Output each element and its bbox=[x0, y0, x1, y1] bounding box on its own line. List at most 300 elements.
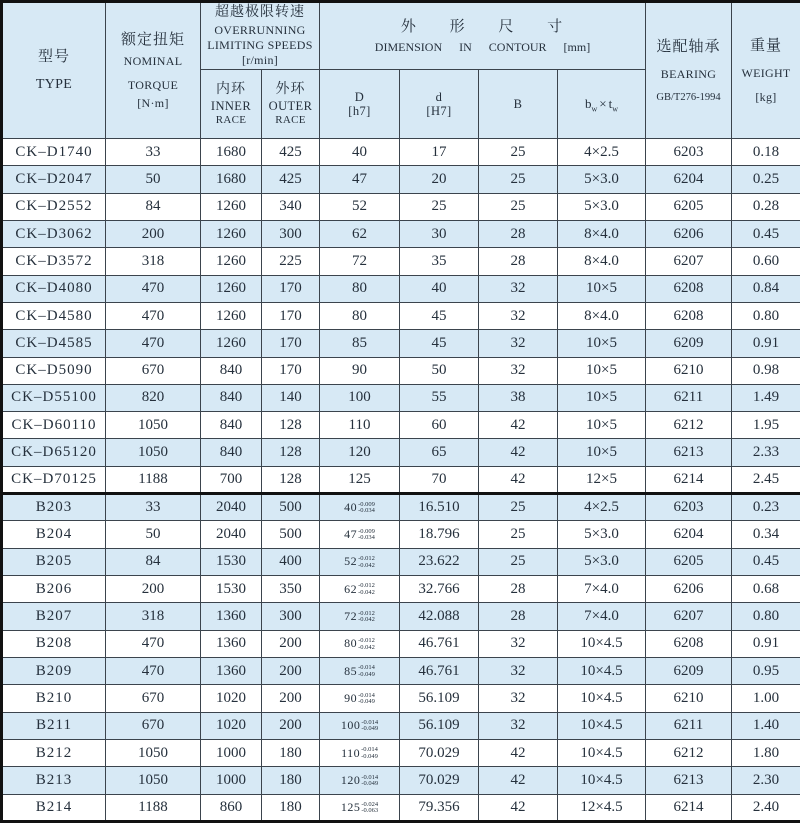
cell-b: 32 bbox=[479, 630, 558, 657]
cell-b: 32 bbox=[479, 357, 558, 384]
cell-bearing: 6214 bbox=[646, 466, 732, 493]
cell-weight: 2.33 bbox=[732, 439, 800, 466]
cell-type: B209 bbox=[2, 657, 106, 684]
cell-inner: 1000 bbox=[201, 767, 262, 794]
cell-bt: 4×2.5 bbox=[558, 494, 646, 521]
cell-bearing: 6208 bbox=[646, 275, 732, 302]
cell-bt: 5×3.0 bbox=[558, 521, 646, 548]
cell-d: 65 bbox=[400, 439, 479, 466]
cell-b: 28 bbox=[479, 248, 558, 275]
cell-bearing: 6207 bbox=[646, 603, 732, 630]
cell-weight: 0.23 bbox=[732, 494, 800, 521]
cell-b: 42 bbox=[479, 794, 558, 822]
cell-d: 40 bbox=[320, 139, 400, 166]
table-row bbox=[2, 166, 800, 193]
tolerance-stack: -0.009 -0.034 bbox=[358, 527, 375, 542]
cell-type: B205 bbox=[2, 548, 106, 575]
cell-d: 40 bbox=[400, 275, 479, 302]
cell-type: CK–D4580 bbox=[2, 302, 106, 329]
cell-weight: 0.80 bbox=[732, 603, 800, 630]
cell-type: CK–D3572 bbox=[2, 248, 106, 275]
cell-outer: 400 bbox=[262, 548, 320, 575]
cell-d: 42.088 bbox=[400, 603, 479, 630]
dimension-value: 40 bbox=[344, 500, 358, 515]
cell-type: CK–D4080 bbox=[2, 275, 106, 302]
cell-outer: 200 bbox=[262, 712, 320, 739]
dimension-value: 52 bbox=[344, 554, 358, 569]
header-type bbox=[2, 2, 106, 139]
header-col-B: B bbox=[479, 70, 558, 139]
cell-torque: 33 bbox=[106, 139, 201, 166]
cell-inner: 840 bbox=[201, 384, 262, 411]
dimension-value: 80 bbox=[344, 636, 358, 651]
cell-type: CK–D5090 bbox=[2, 357, 106, 384]
header-weight-en: WEIGHT bbox=[741, 65, 791, 80]
cell-inner: 1020 bbox=[201, 712, 262, 739]
cell-inner: 1680 bbox=[201, 139, 262, 166]
cell-bt: 10×5 bbox=[558, 439, 646, 466]
cell-bearing: 6207 bbox=[646, 248, 732, 275]
cell-outer: 128 bbox=[262, 412, 320, 439]
table-row bbox=[2, 494, 800, 521]
cell-bt: 10×5 bbox=[558, 330, 646, 357]
cell-bt: 10×5 bbox=[558, 275, 646, 302]
cell-torque: 1188 bbox=[106, 466, 201, 493]
cell-outer: 128 bbox=[262, 439, 320, 466]
cell-torque: 1050 bbox=[106, 767, 201, 794]
cell-d: 55 bbox=[400, 384, 479, 411]
header-col-bt: $b_w \times t_w$ bbox=[558, 70, 646, 139]
cell-inner: 840 bbox=[201, 357, 262, 384]
cell-d bbox=[320, 521, 400, 548]
cell-bearing: 6205 bbox=[646, 548, 732, 575]
table-row bbox=[2, 466, 800, 493]
table-row bbox=[2, 193, 800, 220]
cell-outer: 425 bbox=[262, 166, 320, 193]
table-row bbox=[2, 767, 800, 794]
cell-type: B208 bbox=[2, 630, 106, 657]
cell-bearing: 6208 bbox=[646, 302, 732, 329]
table-row bbox=[2, 302, 800, 329]
cell-weight: 1.40 bbox=[732, 712, 800, 739]
cell-inner: 1260 bbox=[201, 220, 262, 247]
cell-type: B211 bbox=[2, 712, 106, 739]
cell-torque: 820 bbox=[106, 384, 201, 411]
cell-d: 46.761 bbox=[400, 630, 479, 657]
cell-d: 35 bbox=[400, 248, 479, 275]
header-bearing-zh: 选配轴承 bbox=[656, 39, 721, 56]
cell-bt: 5×3.0 bbox=[558, 193, 646, 220]
cell-bearing: 6211 bbox=[646, 712, 732, 739]
header-weight bbox=[732, 2, 800, 139]
header-outer-race: 外环 OUTER RACE bbox=[262, 70, 320, 139]
header-speeds bbox=[201, 2, 320, 70]
cell-b: 28 bbox=[479, 576, 558, 603]
cell-bt: 10×4.5 bbox=[558, 657, 646, 684]
cell-bt: 10×4.5 bbox=[558, 767, 646, 794]
cell-d: 70.029 bbox=[400, 767, 479, 794]
cell-torque: 670 bbox=[106, 712, 201, 739]
cell-d bbox=[320, 657, 400, 684]
header-torque bbox=[106, 2, 201, 139]
cell-d: 90 bbox=[320, 357, 400, 384]
dimension-value: 62 bbox=[344, 581, 358, 596]
cell-b: 28 bbox=[479, 603, 558, 630]
cell-d: 56.109 bbox=[400, 685, 479, 712]
cell-inner: 1360 bbox=[201, 630, 262, 657]
cell-d: 30 bbox=[400, 220, 479, 247]
cell-outer: 170 bbox=[262, 302, 320, 329]
cell-inner: 1680 bbox=[201, 166, 262, 193]
tolerance-stack: -0.012 -0.042 bbox=[358, 555, 375, 569]
table-row bbox=[2, 794, 800, 822]
table-row bbox=[2, 248, 800, 275]
cell-b: 42 bbox=[479, 739, 558, 766]
cell-torque: 50 bbox=[106, 521, 201, 548]
cell-bt: 10×5 bbox=[558, 357, 646, 384]
cell-d: 62 bbox=[320, 220, 400, 247]
cell-b: 28 bbox=[479, 220, 558, 247]
cell-d: 56.109 bbox=[400, 712, 479, 739]
cell-outer: 170 bbox=[262, 330, 320, 357]
cell-type: B204 bbox=[2, 521, 106, 548]
cell-bt: 7×4.0 bbox=[558, 576, 646, 603]
cell-torque: 470 bbox=[106, 275, 201, 302]
cell-d: 18.796 bbox=[400, 521, 479, 548]
cell-outer: 200 bbox=[262, 630, 320, 657]
cell-outer: 170 bbox=[262, 357, 320, 384]
table-row bbox=[2, 139, 800, 166]
cell-bt: 8×4.0 bbox=[558, 302, 646, 329]
cell-inner: 1260 bbox=[201, 275, 262, 302]
table-row bbox=[2, 685, 800, 712]
cell-inner: 1020 bbox=[201, 685, 262, 712]
cell-d bbox=[320, 548, 400, 575]
cell-torque: 470 bbox=[106, 330, 201, 357]
cell-bt: 4×2.5 bbox=[558, 139, 646, 166]
dimension-value: 47 bbox=[344, 527, 358, 542]
cell-d: 16.510 bbox=[400, 494, 479, 521]
cell-d: 20 bbox=[400, 166, 479, 193]
cell-b: 32 bbox=[479, 302, 558, 329]
cell-outer: 300 bbox=[262, 603, 320, 630]
cell-outer: 350 bbox=[262, 576, 320, 603]
cell-d: 52 bbox=[320, 193, 400, 220]
cell-d: 50 bbox=[400, 357, 479, 384]
cell-outer: 128 bbox=[262, 466, 320, 493]
cell-inner: 840 bbox=[201, 439, 262, 466]
tolerance-stack: -0.014 -0.049 bbox=[361, 718, 379, 733]
cell-torque: 1050 bbox=[106, 439, 201, 466]
tolerance-stack: -0.012 -0.042 bbox=[358, 582, 375, 596]
cell-type: B210 bbox=[2, 685, 106, 712]
cell-b: 25 bbox=[479, 494, 558, 521]
cell-outer: 180 bbox=[262, 767, 320, 794]
cell-b: 42 bbox=[479, 466, 558, 493]
cell-outer: 225 bbox=[262, 248, 320, 275]
cell-type: CK–D55100 bbox=[2, 384, 106, 411]
cell-bearing: 6212 bbox=[646, 739, 732, 766]
cell-weight: 0.91 bbox=[732, 330, 800, 357]
cell-bearing: 6205 bbox=[646, 193, 732, 220]
cell-outer: 180 bbox=[262, 794, 320, 822]
cell-b: 25 bbox=[479, 548, 558, 575]
cell-bearing: 6203 bbox=[646, 139, 732, 166]
cell-d: 80 bbox=[320, 302, 400, 329]
cell-d: 70 bbox=[400, 466, 479, 493]
header-speeds-en1: OVERRUNNING bbox=[214, 22, 306, 37]
cell-b: 42 bbox=[479, 767, 558, 794]
dimension-value: 90 bbox=[344, 690, 358, 705]
cell-outer: 170 bbox=[262, 275, 320, 302]
cell-outer: 425 bbox=[262, 139, 320, 166]
cell-bearing: 6204 bbox=[646, 521, 732, 548]
cell-d: 17 bbox=[400, 139, 479, 166]
cell-torque: 200 bbox=[106, 220, 201, 247]
cell-d: 110 bbox=[320, 412, 400, 439]
dimension-value: 120 bbox=[340, 772, 361, 787]
cell-d bbox=[320, 685, 400, 712]
cell-bearing: 6206 bbox=[646, 576, 732, 603]
cell-bt: 10×4.5 bbox=[558, 630, 646, 657]
cell-d: 25 bbox=[400, 193, 479, 220]
cell-bearing: 6209 bbox=[646, 330, 732, 357]
table-row bbox=[2, 384, 800, 411]
tolerance-stack: -0.014 -0.049 bbox=[358, 691, 375, 706]
cell-bt: 5×3.0 bbox=[558, 166, 646, 193]
cell-b: 42 bbox=[479, 412, 558, 439]
cell-bearing: 6213 bbox=[646, 767, 732, 794]
cell-bearing: 6210 bbox=[646, 357, 732, 384]
cell-bt: 12×4.5 bbox=[558, 794, 646, 822]
header-weight-zh: 重量 bbox=[749, 38, 782, 55]
cell-bt: 10×4.5 bbox=[558, 712, 646, 739]
cell-d: 120 bbox=[320, 439, 400, 466]
cell-inner: 700 bbox=[201, 466, 262, 493]
cell-outer: 180 bbox=[262, 739, 320, 766]
cell-torque: 470 bbox=[106, 302, 201, 329]
header-speeds-zh: 超越极限转速 bbox=[215, 5, 305, 21]
cell-bt: 10×4.5 bbox=[558, 685, 646, 712]
table-row bbox=[2, 657, 800, 684]
cell-torque: 318 bbox=[106, 603, 201, 630]
header-bearing-en: BEARING bbox=[660, 66, 717, 81]
cell-inner: 840 bbox=[201, 412, 262, 439]
cell-d: 32.766 bbox=[400, 576, 479, 603]
cell-type: B214 bbox=[2, 794, 106, 822]
cell-inner: 2040 bbox=[201, 494, 262, 521]
cell-bt: 12×5 bbox=[558, 466, 646, 493]
cell-torque: 200 bbox=[106, 576, 201, 603]
cell-d: 72 bbox=[320, 248, 400, 275]
table-row bbox=[2, 412, 800, 439]
header-dimension bbox=[320, 2, 646, 70]
cell-type: CK–D3062 bbox=[2, 220, 106, 247]
cell-inner: 1260 bbox=[201, 193, 262, 220]
cell-b: 32 bbox=[479, 330, 558, 357]
cell-b: 32 bbox=[479, 657, 558, 684]
cell-weight: 2.40 bbox=[732, 794, 800, 822]
cell-d bbox=[320, 794, 400, 822]
cell-inner: 1530 bbox=[201, 576, 262, 603]
cell-outer: 200 bbox=[262, 657, 320, 684]
cell-b: 32 bbox=[479, 685, 558, 712]
cell-torque: 670 bbox=[106, 685, 201, 712]
cell-torque: 84 bbox=[106, 193, 201, 220]
cell-weight: 0.45 bbox=[732, 220, 800, 247]
cell-type: B213 bbox=[2, 767, 106, 794]
cell-weight: 0.28 bbox=[732, 193, 800, 220]
cell-outer: 300 bbox=[262, 220, 320, 247]
cell-inner: 1260 bbox=[201, 248, 262, 275]
header-bearing bbox=[646, 2, 732, 139]
header-col-d: d [H7] bbox=[400, 70, 479, 139]
cell-weight: 1.49 bbox=[732, 384, 800, 411]
cell-torque: 84 bbox=[106, 548, 201, 575]
header-torque-zh: 额定扭矩 bbox=[120, 32, 185, 49]
table-row bbox=[2, 330, 800, 357]
cell-type: CK–D2047 bbox=[2, 166, 106, 193]
cell-bt: 5×3.0 bbox=[558, 548, 646, 575]
cell-weight: 0.98 bbox=[732, 357, 800, 384]
cell-d bbox=[320, 576, 400, 603]
cell-inner: 1360 bbox=[201, 603, 262, 630]
cell-weight: 0.91 bbox=[732, 630, 800, 657]
cell-bearing: 6211 bbox=[646, 384, 732, 411]
tolerance-stack: -0.012 -0.042 bbox=[358, 637, 375, 651]
cell-type: CK–D2552 bbox=[2, 193, 106, 220]
tolerance-stack: -0.014 -0.049 bbox=[361, 746, 378, 760]
table-body bbox=[2, 139, 800, 822]
cell-b: 32 bbox=[479, 275, 558, 302]
cell-d bbox=[320, 739, 400, 766]
cell-torque: 470 bbox=[106, 657, 201, 684]
cell-weight: 2.30 bbox=[732, 767, 800, 794]
cell-weight: 0.25 bbox=[732, 166, 800, 193]
cell-d: 46.761 bbox=[400, 657, 479, 684]
cell-inner: 860 bbox=[201, 794, 262, 822]
cell-d: 47 bbox=[320, 166, 400, 193]
cell-d: 125 bbox=[320, 466, 400, 493]
cell-bearing: 6212 bbox=[646, 412, 732, 439]
tolerance-stack: -0.014 -0.049 bbox=[361, 773, 379, 788]
cell-type: CK–D70125 bbox=[2, 466, 106, 493]
cell-d: 80 bbox=[320, 275, 400, 302]
cell-bearing: 6210 bbox=[646, 685, 732, 712]
cell-d: 70.029 bbox=[400, 739, 479, 766]
cell-d: 100 bbox=[320, 384, 400, 411]
dimension-value: 72 bbox=[344, 608, 358, 623]
cell-type: B203 bbox=[2, 494, 106, 521]
cell-bt: 8×4.0 bbox=[558, 220, 646, 247]
tolerance-stack: -0.012 -0.042 bbox=[358, 609, 375, 624]
cell-outer: 140 bbox=[262, 384, 320, 411]
cell-d: 60 bbox=[400, 412, 479, 439]
cell-bt: 10×5 bbox=[558, 412, 646, 439]
dimension-value: 125 bbox=[340, 799, 361, 814]
cell-weight: 1.95 bbox=[732, 412, 800, 439]
table-row bbox=[2, 521, 800, 548]
header-bearing-standard: GB/T276-1994 bbox=[656, 91, 721, 103]
cell-bearing: 6203 bbox=[646, 494, 732, 521]
cell-torque: 318 bbox=[106, 248, 201, 275]
header-torque-en2: TORQUE bbox=[127, 77, 179, 92]
table-row bbox=[2, 275, 800, 302]
cell-b: 32 bbox=[479, 712, 558, 739]
cell-d bbox=[320, 767, 400, 794]
cell-outer: 340 bbox=[262, 193, 320, 220]
cell-d bbox=[320, 630, 400, 657]
tolerance-stack: -0.024 -0.063 bbox=[361, 800, 379, 814]
header-col-D: D [h7] bbox=[320, 70, 400, 139]
cell-weight: 1.00 bbox=[732, 685, 800, 712]
cell-weight: 0.84 bbox=[732, 275, 800, 302]
cell-bearing: 6214 bbox=[646, 794, 732, 822]
cell-type: CK–D1740 bbox=[2, 139, 106, 166]
dimension-value: 110 bbox=[341, 745, 361, 760]
tolerance-stack: -0.009 -0.034 bbox=[358, 500, 375, 515]
cell-weight: 2.45 bbox=[732, 466, 800, 493]
cell-inner: 1260 bbox=[201, 302, 262, 329]
cell-bearing: 6208 bbox=[646, 630, 732, 657]
cell-inner: 2040 bbox=[201, 521, 262, 548]
cell-weight: 0.18 bbox=[732, 139, 800, 166]
cell-torque: 1188 bbox=[106, 794, 201, 822]
cell-type: CK–D60110 bbox=[2, 412, 106, 439]
cell-weight: 0.80 bbox=[732, 302, 800, 329]
cell-torque: 1050 bbox=[106, 739, 201, 766]
cell-outer: 500 bbox=[262, 494, 320, 521]
header-inner-race: 内环 INNER RACE bbox=[201, 70, 262, 139]
cell-weight: 1.80 bbox=[732, 739, 800, 766]
cell-inner: 1530 bbox=[201, 548, 262, 575]
cell-bearing: 6209 bbox=[646, 657, 732, 684]
cell-b: 25 bbox=[479, 521, 558, 548]
cell-d: 23.622 bbox=[400, 548, 479, 575]
cell-bearing: 6204 bbox=[646, 166, 732, 193]
table-row bbox=[2, 357, 800, 384]
header-speeds-en2: LIMITING SPEEDS bbox=[207, 37, 313, 52]
cell-weight: 0.60 bbox=[732, 248, 800, 275]
header-weight-unit: [kg] bbox=[755, 89, 777, 104]
cell-b: 38 bbox=[479, 384, 558, 411]
cell-b: 25 bbox=[479, 139, 558, 166]
cell-torque: 470 bbox=[106, 630, 201, 657]
cell-inner: 1000 bbox=[201, 739, 262, 766]
header-type-zh: 型号 bbox=[37, 49, 70, 66]
cell-weight: 0.34 bbox=[732, 521, 800, 548]
cell-b: 25 bbox=[479, 193, 558, 220]
table-header bbox=[2, 2, 800, 139]
table-row bbox=[2, 739, 800, 766]
cell-d bbox=[320, 712, 400, 739]
cell-d bbox=[320, 603, 400, 630]
header-speeds-unit: [r/min] bbox=[241, 52, 279, 67]
cell-bt: 7×4.0 bbox=[558, 603, 646, 630]
cell-weight: 0.68 bbox=[732, 576, 800, 603]
dimension-value: 100 bbox=[340, 718, 361, 733]
cell-type: B207 bbox=[2, 603, 106, 630]
cell-b: 42 bbox=[479, 439, 558, 466]
cell-type: B212 bbox=[2, 739, 106, 766]
cell-weight: 0.95 bbox=[732, 657, 800, 684]
dimension-value: 85 bbox=[344, 663, 358, 678]
header-type-en: TYPE bbox=[35, 77, 73, 93]
cell-bearing: 6213 bbox=[646, 439, 732, 466]
header-torque-unit: [N·m] bbox=[137, 95, 169, 110]
table-row bbox=[2, 439, 800, 466]
cell-type: CK–D4585 bbox=[2, 330, 106, 357]
